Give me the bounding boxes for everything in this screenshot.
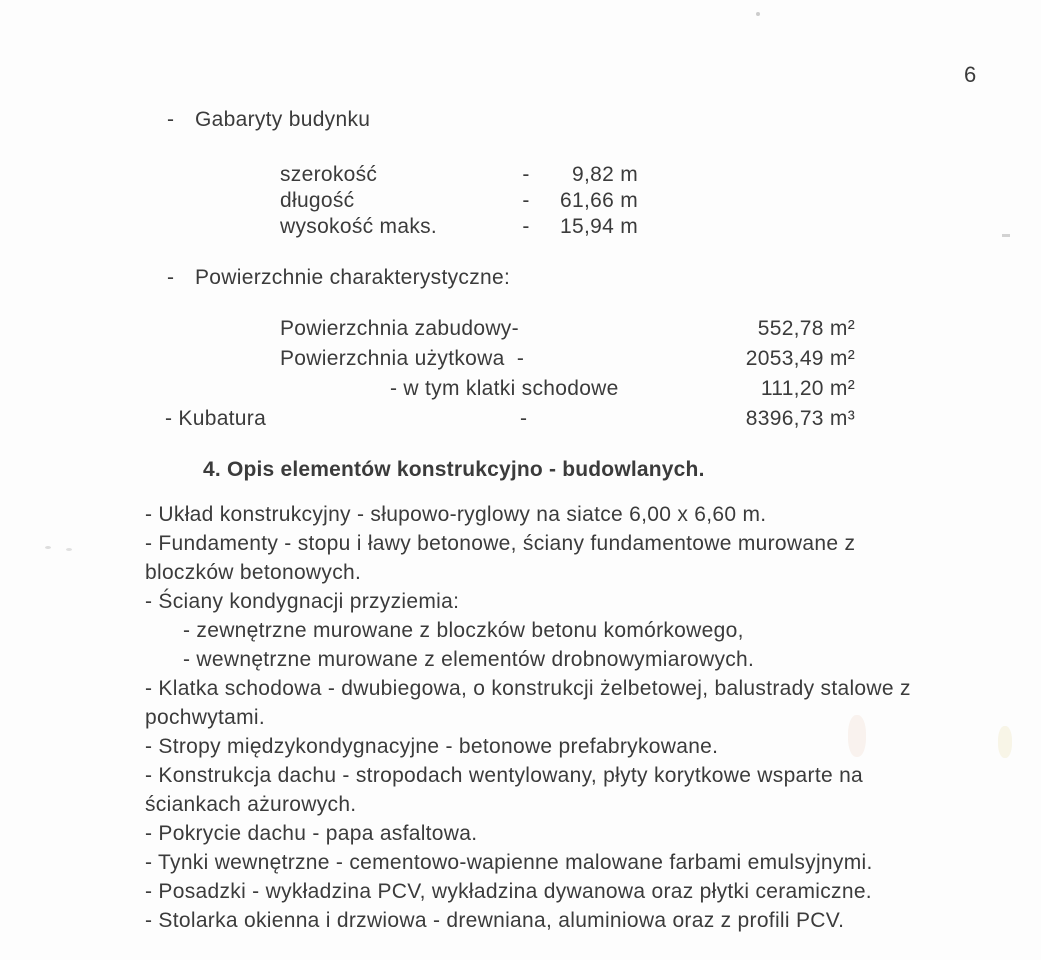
scan-artifact — [1002, 234, 1010, 237]
body-paragraph: - Posadzki - wykładzina PCV, wykładzina dywanowa oraz płytki ceramiczne. — [145, 880, 872, 903]
body-paragraph: - Klatka schodowa - dwubiegowa, o konstrukcji żelbetowej, balustrady stalowe z pochwytami. — [145, 677, 911, 729]
section-heading: 4. Opis elementów konstrukcyjno - budowlanych. — [203, 458, 705, 481]
dimension-value: 15,94 m — [560, 215, 638, 238]
scan-artifact — [66, 548, 72, 551]
area-value: 552,78 m² — [757, 317, 855, 340]
area-value: 2053,49 m² — [745, 347, 855, 370]
body-paragraph: - Stropy międzykondygnacyjne - betonowe prefabrykowane. — [145, 735, 719, 758]
powierzchnie-heading-label: Powierzchnie charakterystyczne: — [195, 266, 511, 289]
bullet-dash: - — [167, 266, 175, 289]
area-value: 8396,73 m³ — [745, 407, 855, 430]
table-row — [165, 317, 855, 347]
dimension-label: długość — [280, 189, 355, 212]
area-label: - Kubatura — [165, 407, 267, 430]
body-paragraph: - Konstrukcja dachu - stropodach wentylowany, płyty korytkowe wsparte na ściankach ażurowych. — [145, 764, 864, 816]
bullet-dash: - — [167, 108, 175, 131]
body-paragraph: - Układ konstrukcyjny - słupowo-ryglowy na siatce 6,00 x 6,60 m. — [145, 503, 767, 526]
dimension-label: szerokość — [280, 163, 378, 186]
body-paragraph: - Pokrycie dachu - papa asfaltowa. — [145, 822, 478, 845]
dimension-value: 9,82 m — [572, 163, 638, 186]
body-subparagraph: - wewnętrzne murowane z elementów drobnowymiarowych. — [183, 648, 755, 671]
body-paragraph: - Stolarka okienna i drzwiowa - drewniana, aluminiowa oraz z profili PCV. — [145, 909, 845, 932]
dimension-separator: - — [522, 215, 530, 238]
table-row — [165, 407, 855, 437]
scan-artifact — [45, 546, 51, 549]
gabaryty-heading-label: Gabaryty budynku — [195, 108, 371, 131]
table-row — [165, 347, 855, 377]
powierzchnie-heading — [167, 266, 510, 290]
area-label: Powierzchnia użytkowa - — [280, 347, 525, 370]
dimension-separator: - — [522, 189, 530, 212]
dimensions-table — [280, 163, 638, 241]
dimension-value: 61,66 m — [560, 189, 638, 212]
body-paragraph: - Ściany kondygnacji przyziemia: — [145, 590, 460, 613]
areas-table — [165, 317, 855, 437]
area-label: - w tym klatki schodowe — [390, 377, 619, 400]
body-paragraph: - Fundamenty - stopu i ławy betonowe, ściany fundamentowe murowane z bloczków betonowych. — [145, 532, 856, 584]
area-value: 111,20 m² — [760, 377, 855, 400]
page-number: 6 — [964, 62, 977, 87]
table-row — [280, 189, 638, 215]
body-text — [145, 500, 945, 935]
scan-artifact — [756, 12, 760, 16]
dimension-separator: - — [522, 163, 530, 186]
scan-artifact — [998, 726, 1012, 758]
body-subparagraph: - zewnętrzne murowane z bloczków betonu komórkowego, — [183, 619, 744, 642]
gabaryty-heading — [167, 108, 370, 132]
table-row — [280, 163, 638, 189]
body-paragraph: - Tynki wewnętrzne - cementowo-wapienne malowane farbami emulsyjnymi. — [145, 851, 873, 874]
table-row — [165, 377, 855, 407]
dimension-label: wysokość maks. — [280, 215, 438, 238]
area-separator: - — [520, 407, 528, 430]
area-label: Powierzchnia zabudowy- — [280, 317, 519, 340]
table-row — [280, 215, 638, 241]
